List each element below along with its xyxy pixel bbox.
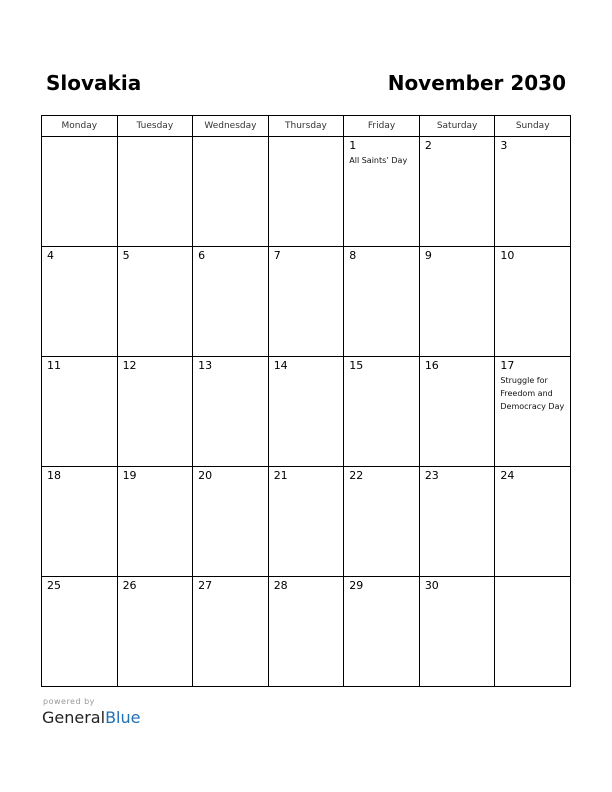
day-cell: [117, 357, 193, 467]
day-number: 7: [273, 249, 281, 262]
day-number: [269, 137, 344, 140]
weekday-header-monday: Monday: [42, 116, 118, 137]
powered-by-label: powered by: [43, 697, 95, 706]
day-number: 22: [349, 469, 364, 482]
day-cell: [117, 137, 193, 247]
day-cell: [268, 467, 344, 577]
day-cell: [495, 247, 571, 357]
day-number: 6: [198, 249, 206, 262]
weekday-header-saturday: Saturday: [419, 116, 495, 137]
day-number: 17: [500, 359, 515, 372]
day-cell: [495, 357, 571, 467]
day-cell: [42, 357, 118, 467]
country-title: Slovakia: [46, 71, 142, 95]
day-cell: [193, 137, 269, 247]
weekday-header-thursday: Thursday: [268, 116, 344, 137]
day-cell: [419, 137, 495, 247]
day-number: 1: [349, 139, 357, 152]
day-cell: [495, 467, 571, 577]
day-number: 27: [198, 579, 213, 592]
day-cell: [344, 137, 420, 247]
brand-blue: Blue: [105, 708, 141, 727]
day-number: 26: [122, 579, 137, 592]
weekday-header-friday: Friday: [344, 116, 420, 137]
day-cell: [419, 247, 495, 357]
week-row: [42, 137, 571, 247]
day-cell: [344, 467, 420, 577]
brand-general: General: [42, 708, 106, 727]
day-cell: [268, 137, 344, 247]
day-number: [118, 137, 193, 140]
day-number: 11: [47, 359, 61, 372]
day-cell: [268, 357, 344, 467]
day-cell: [193, 467, 269, 577]
day-number: 18: [47, 469, 61, 482]
day-number: [42, 137, 117, 140]
day-cell: [268, 577, 344, 687]
weekday-header-wednesday: Wednesday: [193, 116, 269, 137]
day-cell: [193, 247, 269, 357]
day-number: 30: [424, 579, 439, 592]
day-cell: [495, 137, 571, 247]
day-number: [193, 137, 268, 140]
day-number: 28: [273, 579, 288, 592]
week-row: [42, 577, 571, 687]
day-number: 2: [424, 139, 432, 152]
day-number: 19: [122, 469, 137, 482]
day-cell: [117, 467, 193, 577]
day-cell: [419, 577, 495, 687]
day-number: 5: [122, 249, 130, 262]
day-number: 16: [424, 359, 439, 372]
holiday-label: Struggle for Freedom and Democracy Day: [500, 376, 565, 411]
day-cell: [344, 247, 420, 357]
weekday-header-tuesday: Tuesday: [117, 116, 193, 137]
day-number: 23: [424, 469, 439, 482]
day-number: 3: [500, 139, 508, 152]
day-cell: [193, 357, 269, 467]
day-cell: [42, 467, 118, 577]
weekday-header-row: [42, 116, 571, 137]
week-row: [42, 467, 571, 577]
day-number: 29: [349, 579, 364, 592]
day-cell: [193, 577, 269, 687]
week-row: [42, 247, 571, 357]
day-number: 14: [273, 359, 288, 372]
day-number: 13: [198, 359, 213, 372]
day-number: 9: [424, 249, 432, 262]
day-cell: [495, 577, 571, 687]
day-cell: [42, 247, 118, 357]
day-cell: [419, 357, 495, 467]
day-number: 21: [273, 469, 288, 482]
holiday-label: All Saints’ Day: [349, 156, 408, 165]
day-cell: [42, 137, 118, 247]
day-cell: [344, 577, 420, 687]
day-cell: [117, 247, 193, 357]
day-cell: [117, 577, 193, 687]
day-number: 24: [500, 469, 515, 482]
month-year-title: November 2030: [387, 71, 566, 95]
day-cell: [419, 467, 495, 577]
day-number: 15: [349, 359, 364, 372]
day-number: 4: [47, 249, 54, 262]
day-cell: [42, 577, 118, 687]
day-number: 10: [500, 249, 515, 262]
day-number: 12: [122, 359, 137, 372]
calendar-grid: [41, 115, 571, 687]
day-number: 8: [349, 249, 357, 262]
generalblue-logo[interactable]: [42, 708, 140, 727]
day-cell: [268, 247, 344, 357]
day-number: 20: [198, 469, 213, 482]
day-cell: [344, 357, 420, 467]
weekday-header-sunday: Sunday: [495, 116, 571, 137]
week-row: [42, 357, 571, 467]
day-number: 25: [47, 579, 61, 592]
day-number: [495, 577, 570, 580]
